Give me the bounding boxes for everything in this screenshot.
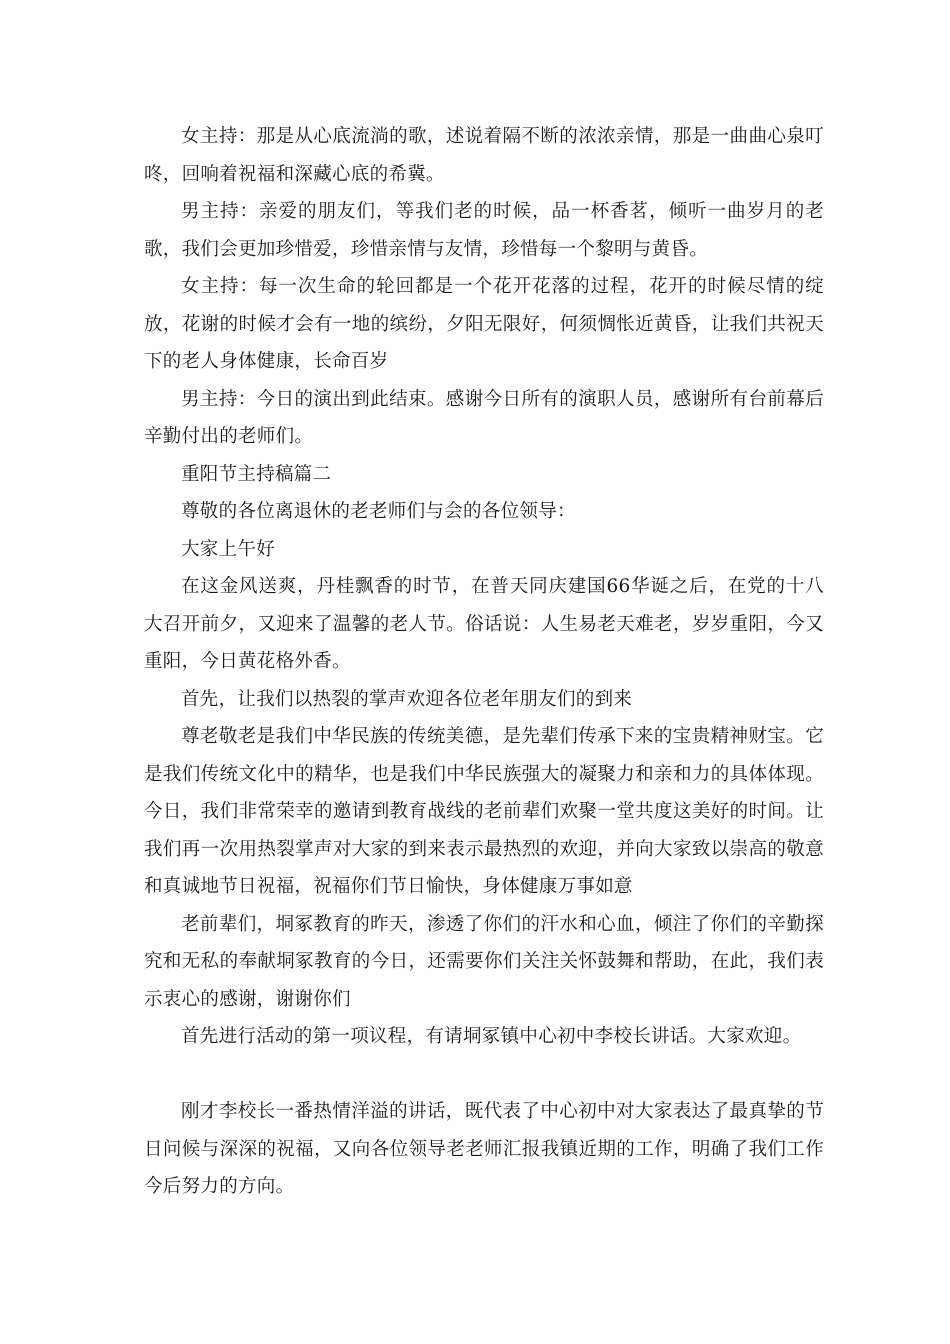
paragraph-host-male-2: 男主持：今日的演出到此结束。感谢今日所有的演职人员，感谢所有台前幕后辛勤付出的老师们。	[144, 388, 824, 447]
paragraph-respect-elders: 尊老敬老是我们中华民族的传统美德，是先辈们传承下来的宝贵精神财宝。它是我们传统文化中的精华，也是我们中华民族强大的凝聚力和亲和力的具体体现。今日，我们非常荣幸的邀请到教育战线的老前辈们欢聚一堂共度这美好的时间。让我们再一次用热裂掌声对大家的到来表示最热烈的欢迎，并向大家致以崇高的敬意和真诚地节日祝福，祝福你们节日愉快，身体健康万事如意	[144, 726, 824, 897]
section-heading: 重阳节主持稿篇二	[181, 463, 332, 485]
paragraph-agenda-first-item: 首先进行活动的第一项议程，有请垌冢镇中心初中李校长讲话。大家欢迎。	[181, 1026, 802, 1047]
paragraph-thanks-elders: 老前辈们，垌冢教育的昨天，渗透了你们的汗水和心血，倾注了你们的辛勤探究和无私的奉献垌冢教育的今日，还需要你们关注关怀鼓舞和帮助，在此，我们表示衷心的感谢，谢谢你们	[144, 913, 824, 1010]
paragraph-host-female-1: 女主持：那是从心底流淌的歌，述说着隔不断的浓浓亲情，那是一曲曲心泉叮咚，回响着祝福和深藏心底的希冀。	[144, 126, 824, 185]
paragraph-welcome: 首先，让我们以热裂的掌声欢迎各位老年朋友们的到来	[181, 688, 633, 710]
salutation: 尊敬的各位离退休的老老师们与会的各位领导：	[181, 501, 576, 522]
paragraph-opening: 在这金风送爽，丹桂飘香的时节，在普天同庆建国66华诞之后，在党的十八大召开前夕，又迎来了温馨的老人节。俗话说：人生易老天难老，岁岁重阳，今又重阳，今日黄花格外香。	[144, 576, 824, 672]
blank-line	[144, 1056, 824, 1094]
paragraph-host-male-1: 男主持：亲爱的朋友们，等我们老的时候，品一杯香茗，倾听一曲岁月的老歌，我们会更加珍惜爱，珍惜亲情与友情，珍惜每一个黎明与黄昏。	[144, 201, 824, 260]
paragraph-after-speech: 刚才李校长一番热情洋溢的讲话，既代表了中心初中对大家表达了最真挚的节日问候与深深的祝福，又向各位领导老老师汇报我镇近期的工作，明确了我们工作今后努力的方向。	[144, 1101, 824, 1197]
paragraph-host-female-2: 女主持：每一次生命的轮回都是一个花开花落的过程，花开的时候尽情的绽放，花谢的时候才会有一地的缤纷，夕阳无限好，何须惆怅近黄昏，让我们共祝天下的老人身体健康，长命百岁	[144, 276, 824, 372]
document-page	[144, 118, 824, 1206]
greeting: 大家上午好	[181, 538, 276, 560]
